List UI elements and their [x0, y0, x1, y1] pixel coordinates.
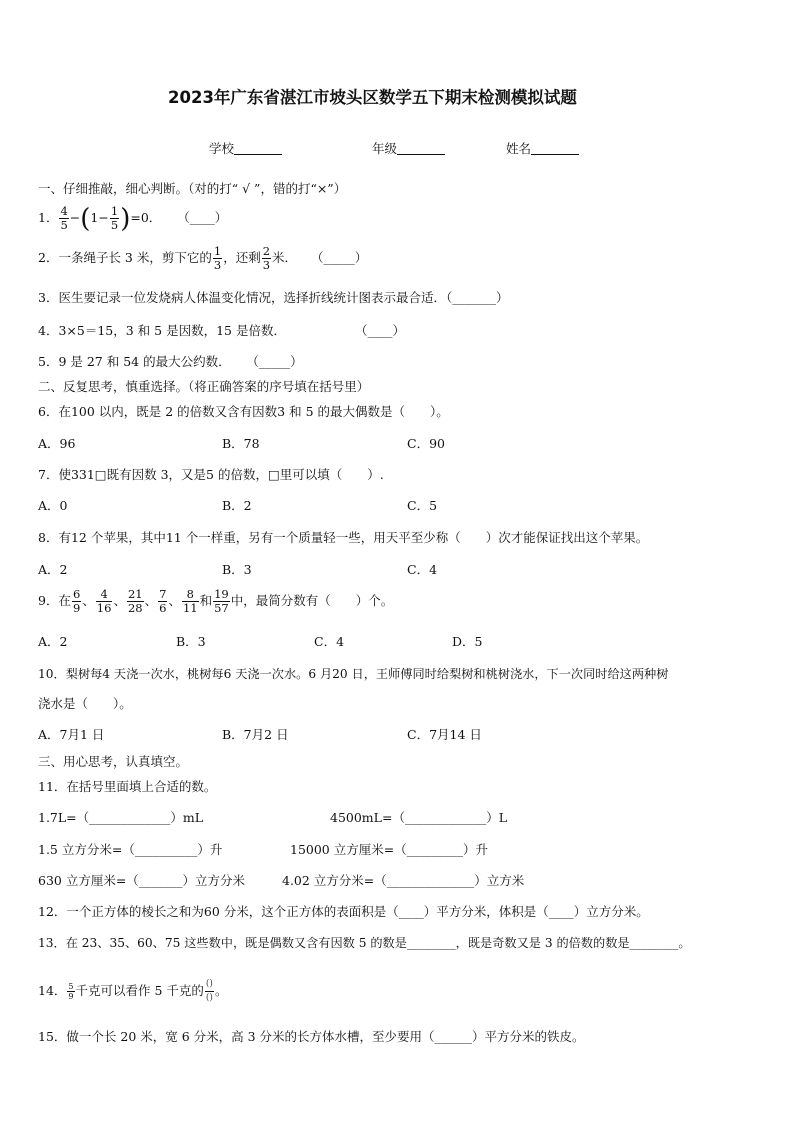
question-5: [38, 356, 303, 369]
q1-fraction-a: $\frac{4}{5}$: [60, 204, 68, 232]
q2-text-tail: 米．: [272, 250, 298, 266]
q14-number: 14．: [38, 983, 67, 999]
question-4: [38, 325, 286, 338]
q10-option-a[interactable]: A．7月1 日: [38, 727, 105, 742]
question-1: 1． $\frac{4}{5}$ − ( 1− $\frac{1}{5}$ ) =0． （____）: [38, 203, 228, 234]
question-2: [38, 245, 367, 272]
q9-fraction: $\frac{4}{16}$: [96, 587, 112, 615]
q14-answer-fraction[interactable]: $\frac{()}{()}$: [205, 979, 213, 1003]
section-1-heading: 一、仔细推敲，细心判断。（对的打“ √ ”，错的打“×”）: [38, 181, 347, 196]
name-blank[interactable]: [531, 142, 579, 155]
question-13[interactable]: 13．在 23、35、60、75 这些数中，既是偶数又含有因数 5 的数是________，既是奇数又是 3 的倍数的数是________。: [38, 936, 691, 950]
q2-text-mid: ，还剩: [223, 250, 261, 266]
q9-separator: 、: [144, 593, 158, 609]
q6-option-a[interactable]: A．96: [38, 436, 76, 451]
school-field: [209, 142, 282, 156]
q9-text-pre: 9．在: [38, 593, 71, 609]
q9-fraction: $\frac{19}{57}$: [214, 587, 229, 615]
question-6: 6．在100 以内，既是 2 的倍数又含有因数3 和 5 的最大偶数是（ ）。: [38, 404, 449, 419]
q1-answer-blank[interactable]: （____）: [177, 210, 228, 226]
question-14: [38, 978, 227, 1005]
school-blank[interactable]: [234, 142, 282, 155]
q5-text: 5．9 是 27 和 54 的最大公约数．: [38, 354, 231, 369]
name-field: [506, 142, 579, 156]
q9-option-c[interactable]: C．4: [314, 634, 345, 649]
q7-option-b[interactable]: B．2: [222, 498, 252, 513]
q9-option-d[interactable]: D．5: [452, 634, 483, 649]
question-10-line1: 10．梨树每4 天浇一次水，桃树每6 天浇一次水。6 月20 日，王师傅同时给梨树和桃树浇水，下一次同时给这两种树: [38, 667, 669, 681]
q2-text-pre: 2．一条绳子长 3 米，剪下它的: [38, 250, 212, 266]
q2-fraction-b: $\frac{2}{3}$: [262, 244, 271, 272]
q11-row2-right[interactable]: 15000 立方厘米=（_________）升: [290, 842, 488, 857]
q9-separator: 、: [82, 593, 95, 609]
q8-option-c[interactable]: C．4: [407, 562, 438, 577]
question-8: 8．有12 个苹果，其中11 个一样重，另有一个质量轻一些，用天平至少称（ ）次才能保证找出这个苹果。: [38, 530, 649, 545]
q14-tail: 。: [214, 983, 228, 999]
q14-fraction: $\frac{5}{9}$: [68, 982, 74, 1001]
q9-and: 和: [199, 593, 213, 609]
q2-fraction-a: $\frac{1}{3}$: [213, 244, 222, 272]
question-3: 3．医生要记录一位发烧病人体温变化情况，选择折线统计图表示最合适．（_______）: [38, 290, 509, 305]
q1-one-minus: 1−: [90, 210, 109, 226]
q14-text: 千克可以看作 5 千克的: [75, 983, 204, 999]
question-11: 11．在括号里面填上合适的数。: [38, 779, 217, 794]
q10-option-c[interactable]: C．7月14 日: [407, 727, 482, 742]
name-label: 姓名: [506, 141, 532, 156]
q7-option-a[interactable]: A．0: [38, 498, 68, 513]
page-title: 2023年广东省湛江市坡头区数学五下期末检测模拟试题: [168, 88, 577, 107]
q10-option-b[interactable]: B．7月2 日: [222, 727, 289, 742]
q2-answer-blank[interactable]: （_____）: [311, 250, 368, 266]
grade-blank[interactable]: [397, 142, 445, 155]
q5-answer-blank[interactable]: （_____）: [252, 354, 303, 369]
q9-fraction: $\frac{21}{28}$: [127, 587, 143, 615]
q11-row2-left[interactable]: 1.5 立方分米=（__________）升: [38, 842, 223, 857]
q11-row1-left[interactable]: 1.7L=（_____________）mL: [38, 810, 204, 825]
q9-option-a[interactable]: A．2: [38, 634, 68, 649]
q11-row3-right[interactable]: 4.02 立方分米=（______________）立方米: [282, 873, 525, 888]
q1-tail: =0．: [130, 210, 162, 226]
school-label: 学校: [209, 141, 235, 156]
q8-option-a[interactable]: A．2: [38, 562, 68, 577]
question-7: 7．使331□既有因数 3，又是5 的倍数，□里可以填（ ）.: [38, 467, 384, 482]
q6-option-c[interactable]: C．90: [407, 436, 445, 451]
question-12[interactable]: 12．一个正方体的棱长之和为60 分米，这个正方体的表面积是（____）平方分米，体积是（____）立方分米。: [38, 904, 649, 919]
q6-option-b[interactable]: B．78: [222, 436, 260, 451]
section-3-heading: 三、用心思考，认真填空。: [38, 754, 189, 769]
q9-fraction: $\frac{8}{11}$: [182, 587, 198, 615]
q9-separator: 、: [168, 593, 181, 609]
q4-answer-blank[interactable]: （____）: [355, 323, 406, 338]
q9-separator: 、: [113, 593, 126, 609]
q8-option-b[interactable]: B．3: [222, 562, 252, 577]
question-10-line2: 浇水是（ ）。: [38, 696, 132, 711]
q1-minus: −: [69, 210, 81, 226]
q9-option-b[interactable]: B．3: [176, 634, 206, 649]
q1-number: 1．: [38, 210, 59, 226]
grade-field: [372, 142, 445, 156]
q1-fraction-b: $\frac{1}{5}$: [110, 204, 119, 232]
q7-option-c[interactable]: C．5: [407, 498, 438, 513]
q4-text: 4．3×5＝15，3 和 5 是因数，15 是倍数．: [38, 323, 286, 338]
q9-fraction: $\frac{6}{9}$: [72, 587, 81, 615]
q9-fraction: $\frac{7}{6}$: [159, 587, 167, 615]
q11-row3-left[interactable]: 630 立方厘米=（_______）立方分米: [38, 873, 246, 888]
question-15[interactable]: 15．做一个长 20 米，宽 6 分米，高 3 分米的长方体水槽，至少要用（______）平方分米的铁皮。: [38, 1029, 585, 1044]
q9-text-tail: 中，最简分数有（ ）个。: [230, 593, 394, 609]
q11-row1-right[interactable]: 4500mL=（_____________）L: [330, 810, 507, 825]
grade-label: 年级: [372, 141, 398, 156]
question-9: [38, 588, 393, 615]
section-2-heading: 二、反复思考，慎重选择。（将正确答案的序号填在括号里）: [38, 379, 370, 394]
